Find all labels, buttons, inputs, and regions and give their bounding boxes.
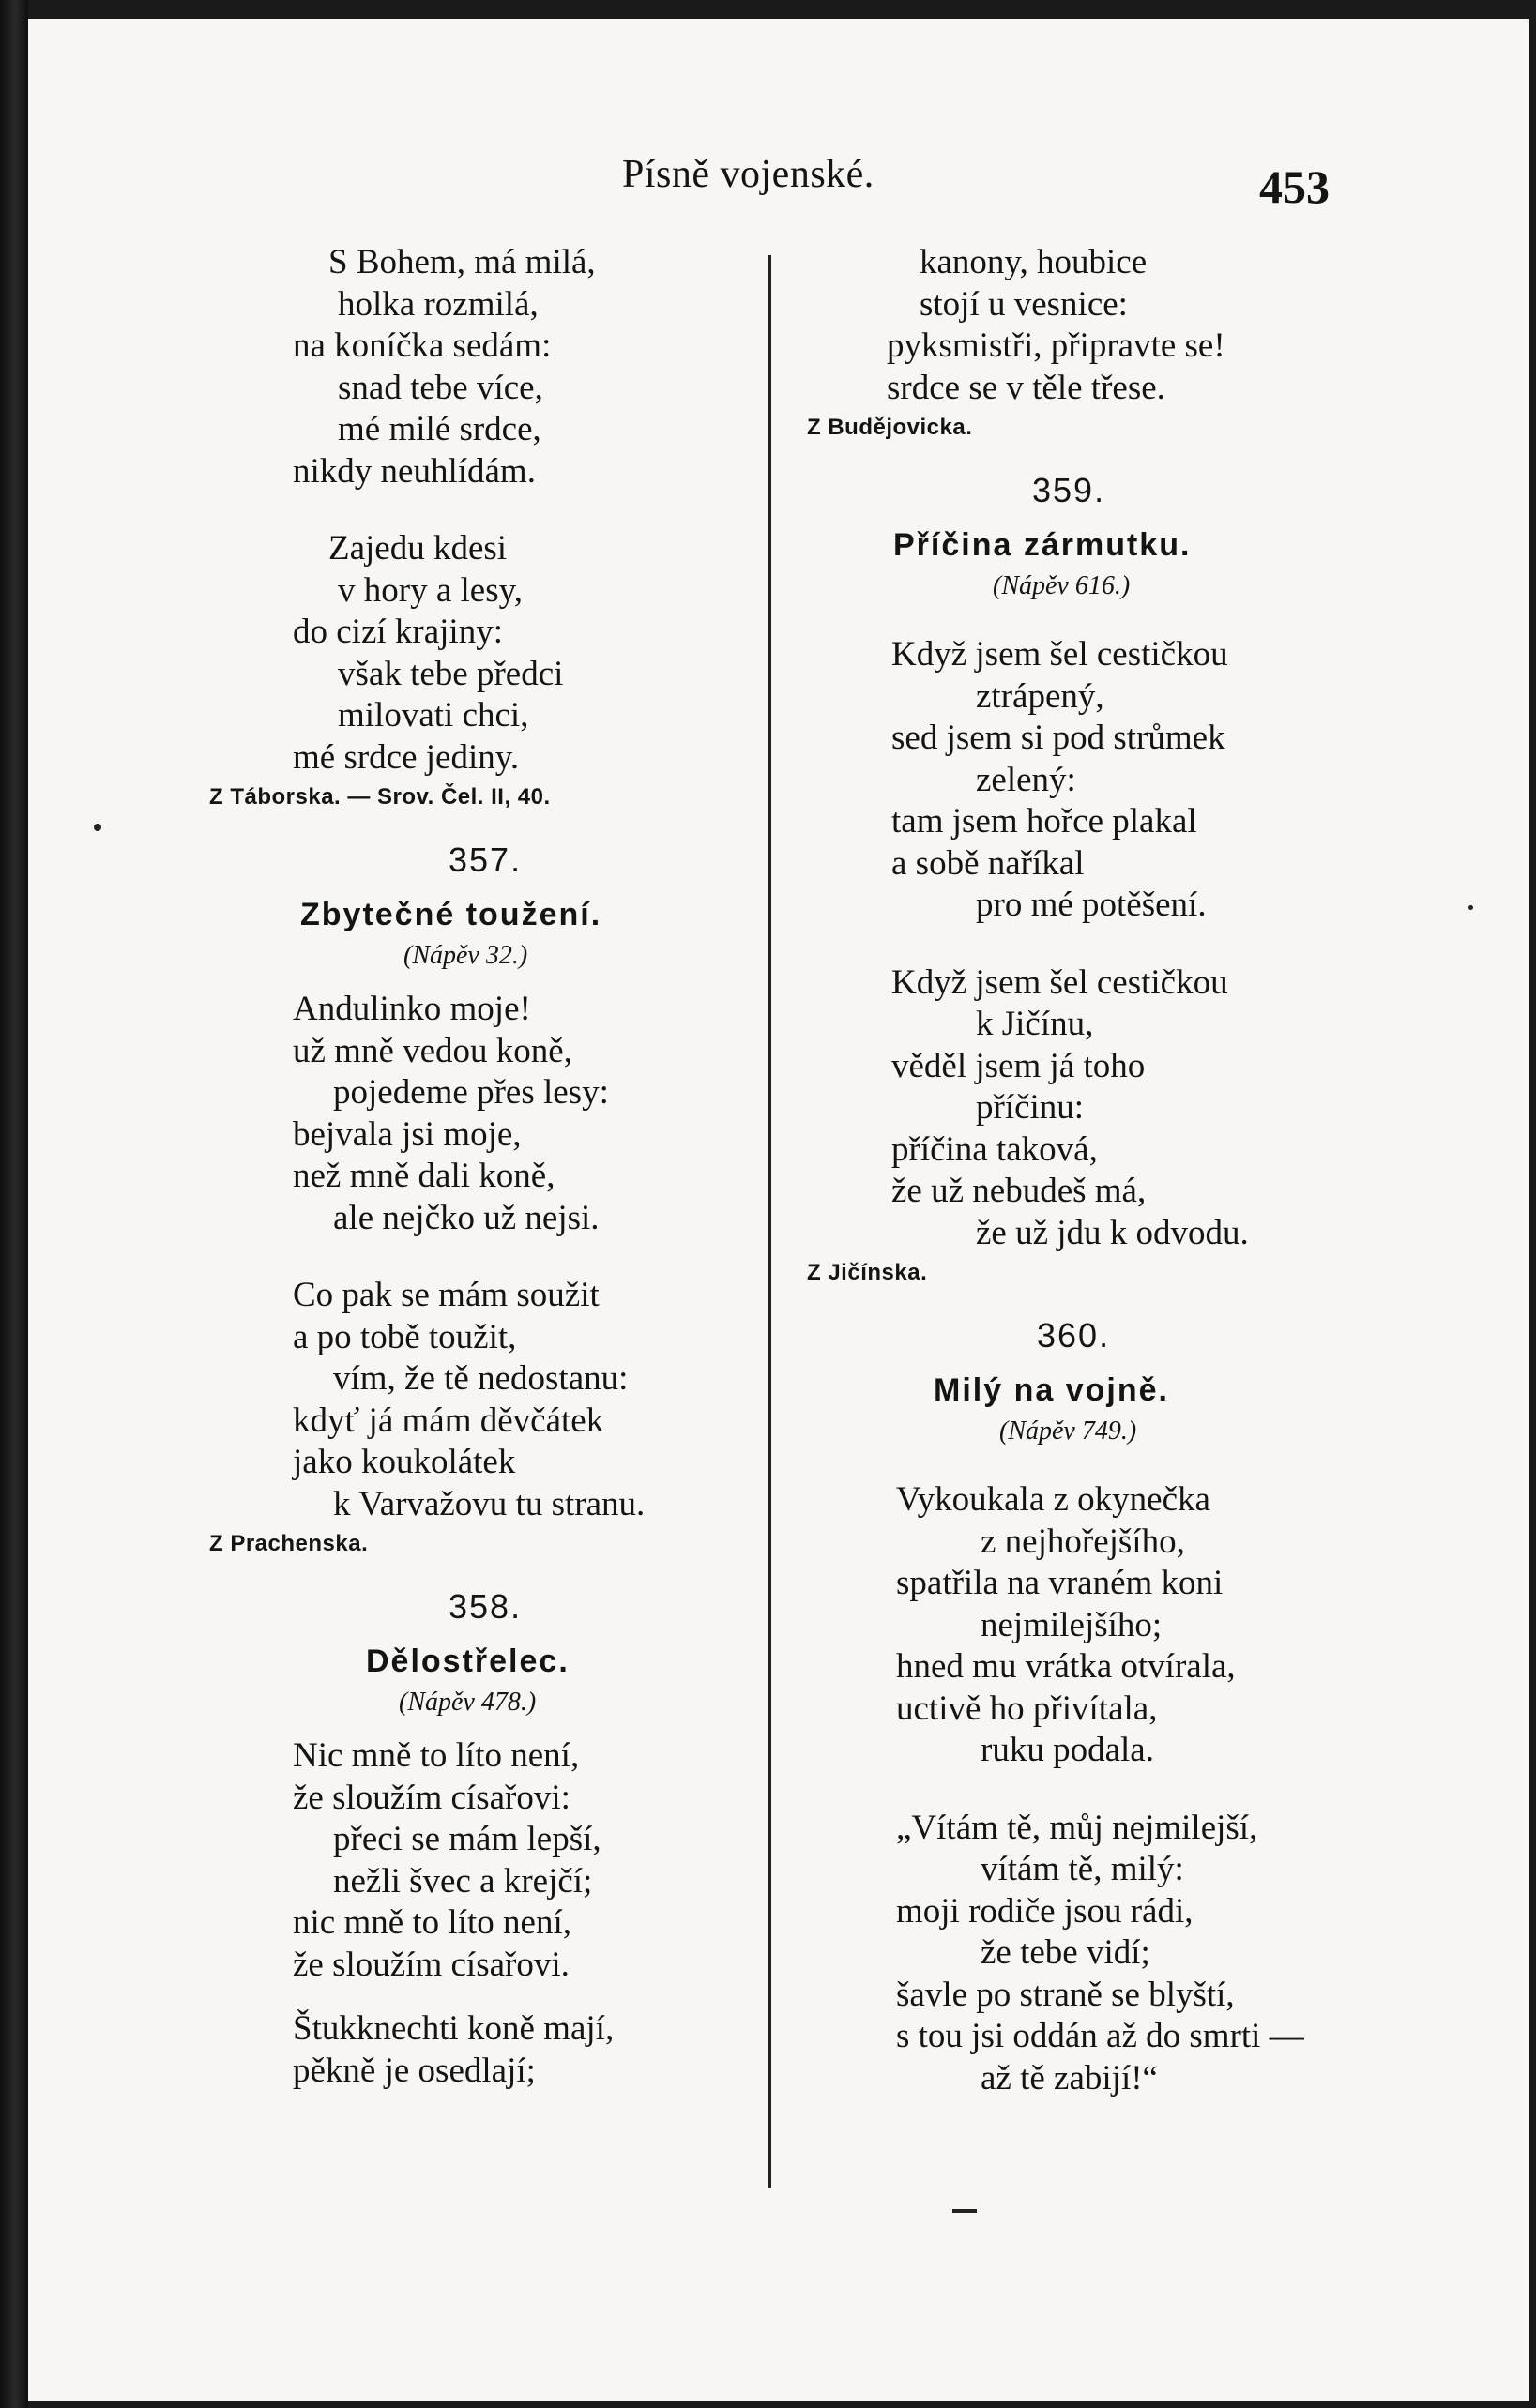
verse-line: Štukknechti koně mají, bbox=[293, 2009, 615, 2048]
verse-line: pojedeme přes lesy: bbox=[333, 1073, 609, 1112]
verse-line: že tebe vidí; bbox=[981, 1933, 1150, 1972]
verse-line: Andulinko moje! bbox=[293, 990, 531, 1028]
song-continuation-stanza-1 bbox=[174, 242, 774, 492]
verse-line: moji rodiče jsou rádi, bbox=[896, 1891, 1194, 1931]
verse-line: na koníčka sedám: bbox=[293, 326, 552, 365]
right-column bbox=[779, 242, 1361, 2099]
verse-line: že sloužím císařovi. bbox=[293, 1945, 570, 1984]
verse-line: bejvala jsi moje, bbox=[293, 1114, 522, 1154]
song-title: Příčina zármutku. bbox=[893, 527, 1192, 563]
song-360-stanza-2 bbox=[779, 1808, 1361, 2100]
song-continuation-stanza-2 bbox=[174, 528, 774, 779]
song-357-stanza-2 bbox=[174, 1275, 774, 1525]
song-360-stanza-1 bbox=[779, 1479, 1361, 1772]
verse-line: zelený: bbox=[976, 760, 1076, 799]
song-number: 358. bbox=[449, 1587, 523, 1626]
verse-line: S Bohem, má milá, bbox=[328, 243, 596, 281]
ink-speck bbox=[94, 824, 101, 831]
verse-line: a sobě naříkal bbox=[891, 843, 1085, 883]
source-note: Z Táborska. — Srov. Čel. II, 40. bbox=[209, 784, 551, 810]
verse-line: vítám tě, milý: bbox=[981, 1850, 1184, 1888]
verse-line: stojí u vesnice: bbox=[920, 284, 1128, 324]
tune-reference: (Nápěv 32.) bbox=[403, 941, 528, 970]
verse-line: a po tobě toužit, bbox=[293, 1317, 517, 1356]
verse-line: Vykoukala z okynečka bbox=[896, 1480, 1210, 1519]
verse-line: přeci se mám lepší, bbox=[333, 1820, 601, 1858]
verse-line: Zajedu kdesi bbox=[328, 529, 508, 568]
song-title: Dělostřelec. bbox=[366, 1643, 570, 1679]
verse-line: Když jsem šel cestičkou bbox=[891, 962, 1228, 1002]
scan-left-edge bbox=[0, 0, 28, 2408]
song-number: 360. bbox=[1037, 1316, 1111, 1355]
verse-line: sed jsem si pod strůmek bbox=[891, 719, 1225, 757]
verse-line: ztrápený, bbox=[976, 676, 1104, 716]
verse-line: nejmilejšího; bbox=[981, 1605, 1163, 1644]
left-column bbox=[174, 242, 774, 2092]
verse-line: až tě zabijí!“ bbox=[981, 2058, 1158, 2098]
verse-line: ruku podala. bbox=[981, 1731, 1154, 1769]
song-number: 357. bbox=[449, 841, 523, 879]
verse-line: šavle po straně se blyští, bbox=[896, 1975, 1235, 2014]
song-358-stanza-1 bbox=[174, 1735, 774, 1986]
verse-line: kanony, houbice bbox=[920, 243, 1148, 281]
verse-line: mé milé srdce, bbox=[338, 410, 541, 448]
verse-line: že už jdu k odvodu. bbox=[976, 1213, 1249, 1252]
verse-line: v hory a lesy, bbox=[338, 570, 523, 610]
verse-line: do cizí krajiny: bbox=[293, 613, 503, 651]
source-note: Z Jičínska. bbox=[807, 1260, 928, 1285]
song-continuation-stanza bbox=[779, 242, 1361, 409]
verse-line: vím, že tě nedostanu: bbox=[333, 1359, 629, 1398]
song-357-stanza-1 bbox=[174, 989, 774, 1239]
verse-line: spatřila na vraném koni bbox=[896, 1564, 1224, 1602]
verse-line: věděl jsem já toho bbox=[891, 1046, 1146, 1085]
verse-line: k Varvažovu tu stranu. bbox=[333, 1484, 646, 1523]
verse-line: k Jičínu, bbox=[976, 1005, 1094, 1043]
book-page bbox=[28, 19, 1529, 2401]
song-358-stanza-2 bbox=[174, 2008, 774, 2092]
tune-reference: (Nápěv 616.) bbox=[993, 571, 1131, 600]
verse-line: pro mé potěšení. bbox=[976, 886, 1207, 924]
verse-line: že sloužím císařovi: bbox=[293, 1778, 570, 1817]
source-note: Z Budějovicka. bbox=[807, 415, 973, 440]
verse-line: pyksmistři, připravte se! bbox=[887, 326, 1225, 365]
verse-line: jako koukolátek bbox=[293, 1443, 516, 1481]
verse-line: „Vítám tě, můj nejmilejší, bbox=[896, 1808, 1258, 1847]
source-note: Z Prachenska. bbox=[209, 1531, 369, 1556]
verse-line: však tebe předci bbox=[338, 654, 564, 693]
page-number: 453 bbox=[1259, 160, 1330, 213]
tune-reference: (Nápěv 749.) bbox=[999, 1416, 1137, 1446]
running-title: Písně vojenské. bbox=[622, 153, 874, 196]
song-number: 359. bbox=[1032, 471, 1106, 509]
verse-line: příčinu: bbox=[976, 1088, 1085, 1127]
ink-dash bbox=[952, 2209, 977, 2213]
verse-line: Když jsem šel cestičkou bbox=[891, 635, 1228, 674]
ink-speck bbox=[1468, 905, 1473, 910]
verse-line: mé srdce jediny. bbox=[293, 737, 520, 777]
verse-line: snad tebe více, bbox=[338, 368, 543, 407]
verse-line: Co pak se mám soužit bbox=[293, 1276, 600, 1314]
verse-line: Nic mně to líto není, bbox=[293, 1736, 580, 1775]
verse-line: už mně vedou koně, bbox=[293, 1031, 572, 1070]
verse-line: milovati chci, bbox=[338, 696, 529, 735]
verse-line: holka rozmilá, bbox=[338, 284, 539, 324]
verse-line: uctivě ho přivítala, bbox=[896, 1689, 1158, 1728]
song-359-stanza-1 bbox=[779, 634, 1361, 927]
verse-line: nežli švec a krejčí; bbox=[333, 1861, 593, 1901]
verse-line: nikdy neuhlídám. bbox=[293, 451, 536, 491]
song-title: Milý na vojně. bbox=[934, 1372, 1169, 1408]
verse-line: hned mu vrátka otvírala, bbox=[896, 1647, 1236, 1686]
tune-reference: (Nápěv 478.) bbox=[399, 1688, 537, 1717]
verse-line: pěkně je osedlají; bbox=[293, 2051, 536, 2090]
verse-line: nic mně to líto není, bbox=[293, 1903, 571, 1942]
verse-line: že už nebudeš má, bbox=[891, 1172, 1147, 1210]
verse-line: příčina taková, bbox=[891, 1129, 1098, 1169]
verse-line: tam jsem hořce plakal bbox=[891, 802, 1197, 841]
verse-line: s tou jsi oddán až do smrti — bbox=[896, 2017, 1304, 2055]
verse-line: kdyť já mám děvčátek bbox=[293, 1401, 604, 1440]
verse-line: srdce se v těle třese. bbox=[887, 368, 1165, 407]
song-359-stanza-2 bbox=[779, 962, 1361, 1255]
verse-line: ale nejčko už nejsi. bbox=[333, 1198, 600, 1237]
song-title: Zbytečné toužení. bbox=[300, 897, 602, 932]
running-header bbox=[28, 152, 1529, 218]
verse-line: z nejhořejšího, bbox=[981, 1522, 1185, 1561]
verse-line: než mně dali koně, bbox=[293, 1157, 555, 1195]
